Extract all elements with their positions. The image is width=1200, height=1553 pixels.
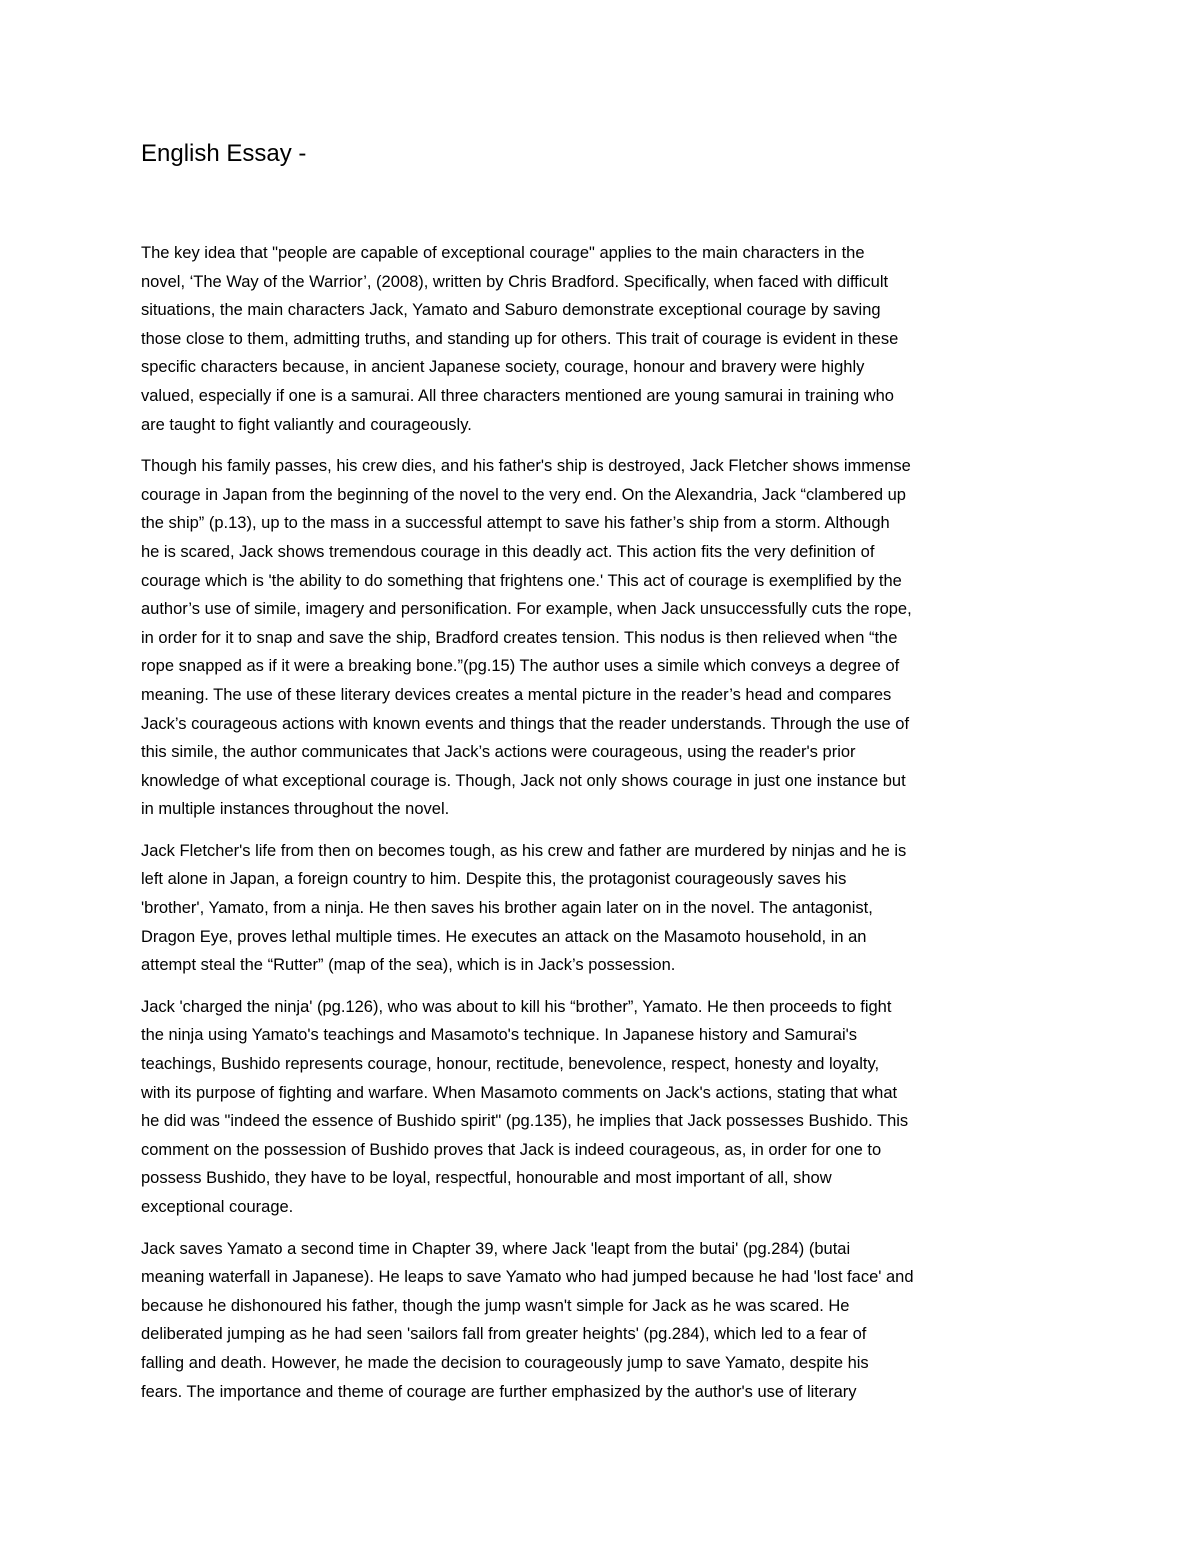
paragraph-line: he is scared, Jack shows tremendous courage in this deadly act. This action fits the very definition of [141, 542, 875, 561]
paragraph-line: falling and death. However, he made the decision to courageously jump to save Yamato, despite his [141, 1353, 869, 1372]
paragraph-line: because he dishonoured his father, though the jump wasn't simple for Jack as he was scared. He [141, 1296, 850, 1315]
paragraph-line: meaning. The use of these literary devices creates a mental picture in the reader’s head and compares [141, 685, 892, 704]
paragraph-line: Jack saves Yamato a second time in Chapter 39, where Jack 'leapt from the butai' (pg.284) (butai [141, 1239, 851, 1258]
paragraph-line: possess Bushido, they have to be loyal, respectful, honourable and most important of all, show [141, 1169, 832, 1188]
paragraph-line: Jack 'charged the ninja' (pg.126), who was about to kill his “brother”, Yamato. He then proceeds to fight [141, 997, 892, 1016]
paragraph-line: 'brother', Yamato, from a ninja. He then saves his brother again later on in the novel. The antagonist, [141, 899, 873, 918]
paragraph-line: rope snapped as if it were a breaking bone.”(pg.15) The author uses a simile which conveys a degree of [141, 657, 900, 676]
paragraph-line: The key idea that "people are capable of exceptional courage" applies to the main characters in the [141, 244, 865, 262]
essay-body [141, 239, 1061, 1419]
paragraph-line: attempt steal the “Rutter” (map of the sea), which is in Jack’s possession. [141, 956, 676, 975]
paragraph-line: Jack Fletcher's life from then on becomes tough, as his crew and father are murdered by ninjas and he is [141, 841, 907, 860]
document-title: English Essay - [141, 140, 307, 167]
essay-paragraph [141, 837, 1061, 980]
paragraph-line: teachings, Bushido represents courage, honour, rectitude, benevolence, respect, honesty and loyalty, [141, 1055, 880, 1074]
paragraph-line: Jack’s courageous actions with known events and things that the reader understands. Through the use of [141, 714, 910, 733]
paragraph-line: comment on the possession of Bushido proves that Jack is indeed courageous, as, in order for one to [141, 1140, 882, 1159]
paragraph-line: in multiple instances throughout the novel. [141, 800, 450, 819]
paragraph-line: fears. The importance and theme of courage are further emphasized by the author's use of literary [141, 1382, 857, 1401]
essay-paragraph [141, 1235, 1061, 1407]
paragraph-line: Dragon Eye, proves lethal multiple times. He executes an attack on the Masamoto household, in an [141, 927, 867, 946]
essay-paragraph [141, 452, 1061, 824]
paragraph-line: novel, ‘The Way of the Warrior’, (2008), written by Chris Bradford. Specifically, when faced with difficult [141, 272, 889, 291]
paragraph-line: author’s use of simile, imagery and personification. For example, when Jack unsuccessfully cuts the rope, [141, 600, 912, 619]
essay-paragraph [141, 993, 1061, 1222]
paragraph-line: courage which is 'the ability to do something that frightens one.' This act of courage is exemplified by the [141, 571, 902, 590]
paragraph-line: valued, especially if one is a samurai. All three characters mentioned are young samurai in training who [141, 386, 894, 405]
paragraph-line: deliberated jumping as he had seen 'sailors fall from greater heights' (pg.284), which led to a fear of [141, 1325, 867, 1344]
paragraph-line: Though his family passes, his crew dies, and his father's ship is destroyed, Jack Fletcher shows immense [141, 457, 911, 476]
paragraph-line: with its purpose of fighting and warfare. When Masamoto comments on Jack's actions, stating that what [141, 1083, 898, 1102]
paragraph-line: in order for it to snap and save the ship, Bradford creates tension. This nodus is then relieved when “the [141, 628, 898, 647]
paragraph-line: specific characters because, in ancient Japanese society, courage, honour and bravery were highly [141, 358, 865, 377]
paragraph-line: courage in Japan from the beginning of the novel to the very end. On the Alexandria, Jack “clambered up [141, 485, 906, 504]
paragraph-line: the ship” (p.13), up to the mass in a successful attempt to save his father’s ship from a storm. Although [141, 514, 890, 533]
paragraph-line: those close to them, admitting truths, and standing up for others. This trait of courage is evident in these [141, 329, 899, 348]
paragraph-line: this simile, the author communicates that Jack’s actions were courageous, using the reader's prior [141, 743, 856, 762]
paragraph-line: he did was "indeed the essence of Bushido spirit" (pg.135), he implies that Jack possesses Bushido. This [141, 1112, 909, 1131]
paragraph-line: are taught to fight valiantly and courageously. [141, 415, 472, 434]
paragraph-line: left alone in Japan, a foreign country to him. Despite this, the protagonist courageously saves his [141, 870, 847, 889]
essay-paragraph [141, 239, 1061, 439]
paragraph-line: meaning waterfall in Japanese). He leaps to save Yamato who had jumped because he had 'lost face' and [141, 1268, 914, 1287]
paragraph-line: situations, the main characters Jack, Yamato and Saburo demonstrate exceptional courage by saving [141, 301, 881, 320]
paragraph-line: exceptional courage. [141, 1198, 294, 1216]
paragraph-line: the ninja using Yamato's teachings and Masamoto's technique. In Japanese history and Samurai's [141, 1026, 858, 1045]
paragraph-line: knowledge of what exceptional courage is. Though, Jack not only shows courage in just one instance but [141, 771, 906, 790]
